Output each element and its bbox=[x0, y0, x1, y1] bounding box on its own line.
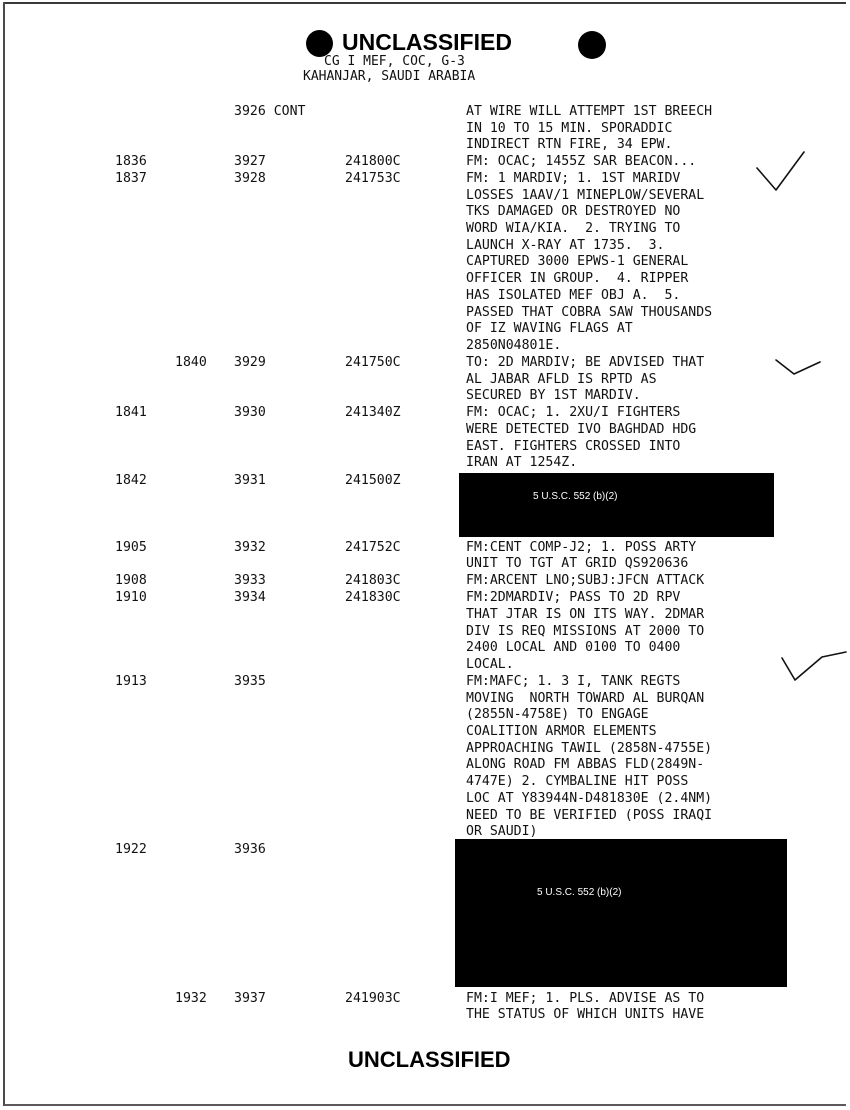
entry-time: 1842 bbox=[115, 473, 147, 488]
entry-text-line: CAPTURED 3000 EPWS-1 GENERAL bbox=[466, 254, 689, 269]
entry-serial: 3936 bbox=[234, 842, 266, 857]
entry-time: 1908 bbox=[115, 573, 147, 588]
entry-text-line: IRAN AT 1254Z. bbox=[466, 455, 578, 470]
entry-text-line: COALITION ARMOR ELEMENTS bbox=[466, 724, 657, 739]
entry-text-line: IN 10 TO 15 MIN. SPORADDIC bbox=[466, 121, 673, 136]
page-border-left bbox=[3, 2, 5, 1106]
entry-text-line: TKS DAMAGED OR DESTROYED NO bbox=[466, 204, 681, 219]
entry-text-line: EAST. FIGHTERS CROSSED INTO bbox=[466, 439, 681, 454]
entry-time: 1913 bbox=[115, 674, 147, 689]
entry-text-line: FM:CENT COMP-J2; 1. POSS ARTY bbox=[466, 540, 697, 555]
entry-text-line: DIV IS REQ MISSIONS AT 2000 TO bbox=[466, 624, 705, 639]
entry-dtg: 241752C bbox=[345, 540, 401, 555]
entry-text-line: TO: 2D MARDIV; BE ADVISED THAT bbox=[466, 355, 705, 370]
check-mark-icon bbox=[776, 360, 820, 374]
header-line-2: KAHANJAR, SAUDI ARABIA bbox=[303, 69, 476, 84]
entry-text-line: APPROACHING TAWIL (2858N-4755E) bbox=[466, 741, 713, 756]
entry-serial: 3931 bbox=[234, 473, 266, 488]
classification-top: UNCLASSIFIED bbox=[342, 29, 512, 55]
classification-bottom: UNCLASSIFIED bbox=[348, 1047, 511, 1072]
entry-text-line: FM: OCAC; 1455Z SAR BEACON... bbox=[466, 154, 697, 169]
entry-dtg: 241753C bbox=[345, 171, 401, 186]
redaction-label: 5 U.S.C. 552 (b)(2) bbox=[533, 491, 618, 502]
check-mark-icon bbox=[757, 152, 804, 190]
entry-dtg: 241830C bbox=[345, 590, 401, 605]
entry-text-line: FM:2DMARDIV; PASS TO 2D RPV bbox=[466, 590, 681, 605]
entry-text-line: MOVING NORTH TOWARD AL BURQAN bbox=[466, 691, 705, 706]
ink-blot-right bbox=[578, 31, 606, 59]
page-border-top bbox=[4, 2, 846, 4]
entry-serial: 3929 bbox=[234, 355, 266, 370]
entry-text-line: 4747E) 2. CYMBALINE HIT POSS bbox=[466, 774, 689, 789]
entry-text-line: FM:I MEF; 1. PLS. ADVISE AS TO bbox=[466, 991, 705, 1006]
entry-serial: 3934 bbox=[234, 590, 266, 605]
entry-time: 1841 bbox=[115, 405, 147, 420]
entry-serial: 3928 bbox=[234, 171, 266, 186]
header-line-1: CG I MEF, COC, G-3 bbox=[324, 54, 465, 69]
entry-text-line: (2855N-4758E) TO ENGAGE bbox=[466, 707, 649, 722]
redaction-label: 5 U.S.C. 552 (b)(2) bbox=[537, 887, 622, 898]
entry-text-line: FM:MAFC; 1. 3 I, TANK REGTS bbox=[466, 674, 681, 689]
entry-time-alt: 1840 bbox=[175, 355, 207, 370]
entry-text-line: AT WIRE WILL ATTEMPT 1ST BREECH bbox=[466, 104, 713, 119]
entry-text-line: WORD WIA/KIA. 2. TRYING TO bbox=[466, 221, 681, 236]
entry-text-line: ALONG ROAD FM ABBAS FLD(2849N- bbox=[466, 757, 705, 772]
entry-dtg: 241800C bbox=[345, 154, 401, 169]
entry-dtg: 241500Z bbox=[345, 473, 401, 488]
entry-text-line: 2400 LOCAL AND 0100 TO 0400 bbox=[466, 640, 681, 655]
entry-text-line: PASSED THAT COBRA SAW THOUSANDS bbox=[466, 305, 713, 320]
entry-text-line: LAUNCH X-RAY AT 1735. 3. bbox=[466, 238, 665, 253]
entry-serial: 3937 bbox=[234, 991, 266, 1006]
ink-blot-left bbox=[306, 30, 333, 57]
entry-text-line: FM:ARCENT LNO;SUBJ:JFCN ATTACK bbox=[466, 573, 705, 588]
entry-text-line: LOC AT Y83944N-D481830E (2.4NM) bbox=[466, 791, 713, 806]
page-border-bottom bbox=[4, 1104, 846, 1106]
entry-dtg: 241340Z bbox=[345, 405, 401, 420]
entry-text-line: FM: 1 MARDIV; 1. 1ST MARIDV bbox=[466, 171, 681, 186]
entry-text-line: UNIT TO TGT AT GRID QS920636 bbox=[466, 556, 689, 571]
entry-serial: 3930 bbox=[234, 405, 266, 420]
entry-dtg: 241903C bbox=[345, 991, 401, 1006]
redaction-block bbox=[459, 473, 774, 537]
entry-text-line: OFFICER IN GROUP. 4. RIPPER bbox=[466, 271, 689, 286]
entry-serial: 3927 bbox=[234, 154, 266, 169]
entry-time: 1837 bbox=[115, 171, 147, 186]
entry-text-line: AL JABAR AFLD IS RPTD AS bbox=[466, 372, 657, 387]
entry-text-line: HAS ISOLATED MEF OBJ A. 5. bbox=[466, 288, 681, 303]
entry-time: 1922 bbox=[115, 842, 147, 857]
redaction-block bbox=[455, 839, 787, 987]
entry-text-line: FM: OCAC; 1. 2XU/I FIGHTERS bbox=[466, 405, 681, 420]
entry-text-line: INDIRECT RTN FIRE, 34 EPW. bbox=[466, 137, 673, 152]
entry-serial: 3935 bbox=[234, 674, 266, 689]
entry-text-line: SECURED BY 1ST MARDIV. bbox=[466, 388, 641, 403]
check-mark-icon bbox=[782, 652, 846, 680]
entry-text-line: 2850N04801E. bbox=[466, 338, 562, 353]
entry-serial: 3932 bbox=[234, 540, 266, 555]
entry-text-line: THAT JTAR IS ON ITS WAY. 2DMAR bbox=[466, 607, 705, 622]
entry-dtg: 241803C bbox=[345, 573, 401, 588]
entry-text-line: LOCAL. bbox=[466, 657, 514, 672]
entry-time-alt: 1932 bbox=[175, 991, 207, 1006]
entry-serial: 3933 bbox=[234, 573, 266, 588]
entry-time: 1836 bbox=[115, 154, 147, 169]
entry-dtg: 241750C bbox=[345, 355, 401, 370]
entry-text-line: NEED TO BE VERIFIED (POSS IRAQI bbox=[466, 808, 713, 823]
entry-text-line: OF IZ WAVING FLAGS AT bbox=[466, 321, 633, 336]
entry-text-line: LOSSES 1AAV/1 MINEPLOW/SEVERAL bbox=[466, 188, 705, 203]
entry-text-line: WERE DETECTED IVO BAGHDAD HDG bbox=[466, 422, 697, 437]
entry-time: 1910 bbox=[115, 590, 147, 605]
entry-time: 1905 bbox=[115, 540, 147, 555]
entry-text-line: THE STATUS OF WHICH UNITS HAVE bbox=[466, 1007, 705, 1022]
entry-text-line: OR SAUDI) bbox=[466, 824, 538, 839]
entry-serial: 3926 CONT bbox=[234, 104, 306, 119]
